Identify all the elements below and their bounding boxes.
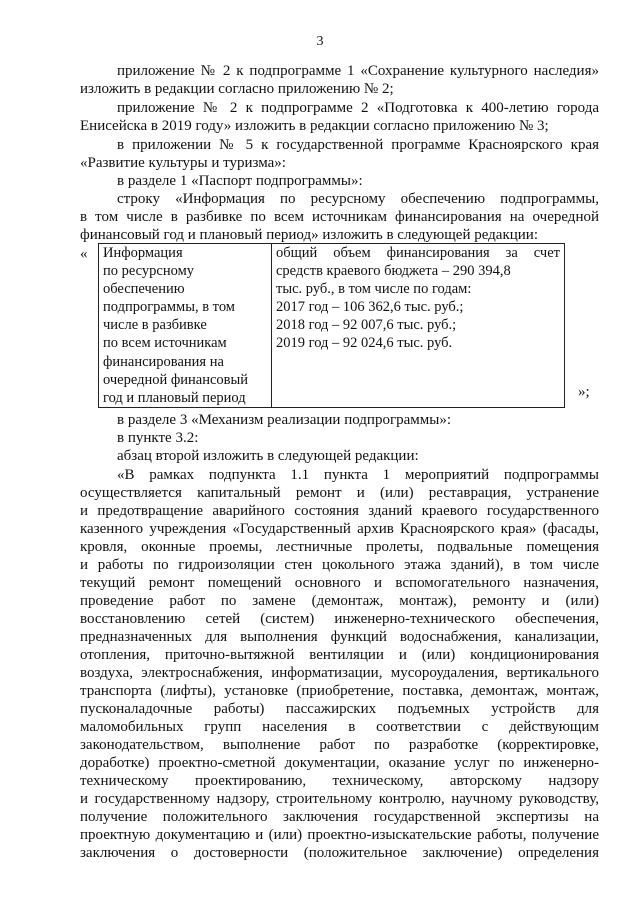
paragraph-line: получение положительного заключения государственной экспертизы на: [80, 809, 599, 825]
paragraph-line: проектную документацию и (или) проектно-изыскательские работы, получение: [80, 827, 599, 843]
paragraph-line: и работы по гидроизоляции стен цокольного этажа зданий), в том числе: [80, 557, 599, 573]
paragraph-line: приложение № 2 к подпрограмме 1 «Сохранение культурного наследия»: [117, 63, 599, 79]
paragraph-line: в разделе 3 «Механизм реализации подпрограммы»:: [117, 412, 451, 428]
paragraph-line: и государственному надзору, строительному контролю, научному руководству,: [80, 791, 599, 807]
paragraph-line: Енисейска в 2019 году» изложить в редакции согласно приложению № 3;: [80, 118, 549, 134]
cell-line: 2019 год – 92 024,6 тыс. руб.: [276, 335, 453, 352]
paragraph-line: заключения о достоверности (положительное заключение) определения: [80, 845, 599, 861]
cell-line: обеспечению: [103, 281, 185, 298]
cell-line: Информация: [103, 245, 183, 261]
paragraph-line: проведение работ по замене (демонтаж, монтаж), ремонту и (или): [80, 593, 599, 609]
paragraph-line: восстановлению сетей (систем) инженерно-технического обеспечения,: [80, 611, 599, 627]
cell-line: по всем источникам: [103, 335, 227, 352]
paragraph-line: абзац второй изложить в следующей редакции:: [117, 448, 419, 464]
page-number: 3: [316, 34, 324, 49]
paragraph-line: изложить в редакции согласно приложению № 2;: [80, 81, 394, 97]
paragraph-line: пусконаладочные работы) пассажирских подъемных устройств для: [80, 701, 599, 717]
paragraph-line: и предотвращение аварийного состояния зданий краевого государственного: [80, 503, 599, 519]
paragraph-line: законодательством, выполнение работ по разработке (корректировке,: [80, 737, 599, 753]
cell-line: 2018 год – 92 007,6 тыс. руб.;: [276, 317, 457, 334]
cell-line: подпрограммы, в том: [103, 299, 235, 316]
paragraph-line: строку «Информация по ресурсному обеспечению подпрограммы,: [117, 191, 599, 207]
paragraph-line: в разделе 1 «Паспорт подпрограммы»:: [117, 173, 363, 189]
paragraph-line: в приложении № 5 к государственной программе Красноярского края: [117, 137, 599, 153]
paragraph-line: текущий ремонт помещений основного и вспомогательного назначения,: [80, 575, 599, 591]
paragraph-line: воздуха, электроснабжения, информатизации, мусороудаления, вертикального: [80, 665, 599, 681]
cell-line: очередной финансовый: [103, 371, 249, 388]
cell-line: числе в разбивке: [103, 317, 207, 334]
cell-line: тыс. руб., в том числе по годам:: [276, 281, 472, 298]
paragraph-line: маломобильных групп населения в соответствии с действующим: [80, 719, 599, 735]
paragraph-line: предназначенных для выполнения функций водоснабжения, канализации,: [80, 629, 599, 645]
paragraph-line: приложение № 2 к подпрограмме 2 «Подготовка к 400-летию города: [117, 100, 599, 116]
cell-line: год и плановый период: [103, 389, 246, 406]
cell-line: средств краевого бюджета – 290 394,8: [276, 263, 511, 280]
table-close-quote: »;: [578, 384, 590, 400]
paragraph-line: отопления, приточно-вытяжной вентиляции и (или) кондиционирования: [80, 647, 599, 663]
paragraph-line: в том числе в разбивке по всем источникам финансирования на очередной: [80, 209, 599, 225]
cell-line: финансирования на: [103, 353, 224, 370]
paragraph-line: техническому проектированию, техническому, авторскому надзору: [80, 773, 599, 789]
paragraph-line: доработке) проектно-сметной документации, оказание услуг по инженерно-: [80, 755, 599, 771]
cell-line: по ресурсному: [103, 263, 195, 280]
passport-table: [98, 243, 565, 408]
cell-line: 2017 год – 106 362,6 тыс. руб.;: [276, 299, 464, 316]
paragraph-line: «В рамках подпункта 1.1 пункта 1 мероприятий подпрограммы: [117, 467, 599, 483]
paragraph-line: транспорта (лифты), установке (приобретение, поставка, демонтаж, монтаж,: [80, 683, 599, 699]
paragraph-line: «Развитие культуры и туризма»:: [80, 155, 286, 171]
table-open-quote: «: [80, 246, 88, 262]
paragraph-line: в пункте 3.2:: [117, 430, 199, 446]
paragraph-line: осуществляется капитальный ремонт и (или) реставрация, устранение: [80, 485, 599, 501]
cell-line: общий объем финансирования за счет: [276, 245, 560, 261]
paragraph-line: финансовый год и плановый период» изложить в следующей редакции:: [80, 227, 539, 243]
paragraph-line: казенного учреждения «Государственный архив Красноярского края» (фасады,: [80, 521, 599, 537]
table-cell-value: [272, 244, 565, 408]
table-cell-label: [99, 244, 272, 408]
paragraph-line: кровля, оконные проемы, лестничные пролеты, подвальные помещения: [80, 539, 599, 555]
